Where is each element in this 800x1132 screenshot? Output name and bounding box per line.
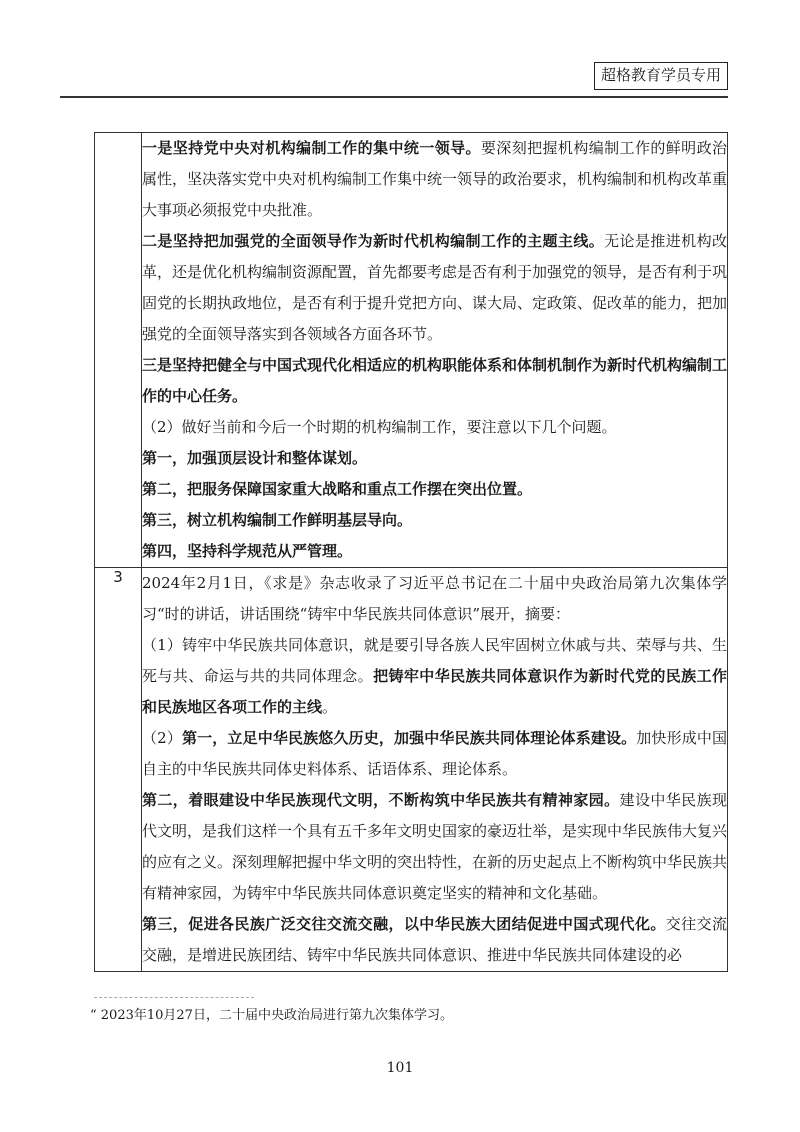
paragraph — [142, 909, 727, 971]
header-rule — [60, 96, 728, 98]
paragraph: （2）做好当前和今后一个时期的机构编制工作，要注意以下几个问题。 — [142, 418, 617, 436]
body-text: 交往交流交融，是增进民族团结、铸牢中华民族共同体意识、推进中华民族共同体建设的必 — [142, 915, 727, 964]
paragraph: 第一，加强顶层设计和整体谋划。 — [142, 449, 368, 467]
paragraph: 第三，树立机构编制工作鲜明基层导向。 — [142, 511, 413, 529]
footnote: “ 2023年10月27日，二十届中央政治局进行第九次集体学习。 — [90, 1008, 453, 1023]
bold-lead: 第二，着眼建设中华民族现代文明，不断构筑中华民族共有精神家园。 — [142, 791, 620, 809]
body-text: （1）铸牢中华民族共同体意识，就是要引导各族人民牢固树立休戚与共、荣辱与共、生死与共、命运与共的共同体理念。 — [142, 636, 727, 685]
body-text: 建设中华民族现代文明，是我们这样一个具有五千多年文明史国家的豪迈壮举，是实现中华民族伟大复兴的应有之义。深刻理解把握中华文明的突出特性，在新的历史起点上不断构筑中华民族共有精神家园，为铸牢中华民族共同体意识奠定坚实的精神和文化基础。 — [142, 791, 728, 902]
page-number: 101 — [386, 1060, 414, 1076]
paragraph — [142, 630, 727, 723]
bold-lead: 二是坚持把加强党的全面领导作为新时代机构编制工作的主题主线。 — [142, 232, 605, 250]
content-table — [94, 132, 728, 972]
paragraph — [142, 226, 727, 350]
bold-text: 主线 — [292, 698, 323, 716]
paragraph: 2024年2月1日，《求是》杂志收录了习近平总书记在二十届中央政治局第九次集体学习“时的讲话，讲话围绕“铸牢中华民族共同体意识”展开，摘要： — [142, 574, 727, 623]
body-text: 加快形成中国自主的中华民族共同体史料体系、话语体系、理论体系。 — [142, 729, 727, 778]
row-number-cell: 3 — [95, 568, 142, 972]
row-content-cell — [142, 568, 728, 972]
row-number-cell — [95, 133, 142, 568]
bold-text: 把铸牢中华民族共同体意识作为新时代党的民族工作和民族地区各项工作的 — [142, 667, 727, 716]
body-text: （2） — [142, 729, 182, 747]
body-text: 。 — [322, 698, 338, 716]
paragraph — [142, 785, 727, 909]
bold-lead: 第一，立足中华民族悠久历史，加强中华民族共同体理论体系建设。 — [181, 729, 637, 747]
row-content-cell — [142, 133, 728, 568]
paragraph: 三是坚持把健全与中国式现代化相适应的机构职能体系和体制机制作为新时代机构编制工作的中心任务。 — [142, 356, 728, 405]
paragraph: 第二，把服务保障国家重大战略和重点工作摆在突出位置。 — [142, 480, 533, 498]
paragraph: 第四，坚持科学规范从严管理。 — [142, 542, 353, 560]
bold-lead: 第三，促进各民族广泛交往交流交融，以中华民族大团结促进中国式现代化。 — [142, 915, 666, 933]
paragraph — [142, 133, 727, 226]
table-row — [95, 568, 728, 972]
body-text: 要深刻把握机构编制工作的鲜明政治属性，坚决落实党中央对机构编制工作集中统一领导的政治要求，机构编制和机构改革重大事项必须报党中央批准。 — [142, 139, 728, 219]
paragraph — [142, 723, 727, 785]
bold-lead: 一是坚持党中央对机构编制工作的集中统一领导。 — [142, 139, 481, 157]
table-row — [95, 133, 728, 568]
body-text: 无论是推进机构改革，还是优化机构编制资源配置，首先都要考虑是否有利于加强党的领导，是否有利于巩固党的长期执政地位，是否有利于提升党把方向、谋大局、定政策、促改革的能力，把加强党的全面领导落实到各领域各方面各环节。 — [142, 232, 728, 343]
footnote-rule — [94, 997, 254, 998]
watermark-stamp: 超格教育学员专用 — [594, 62, 728, 90]
